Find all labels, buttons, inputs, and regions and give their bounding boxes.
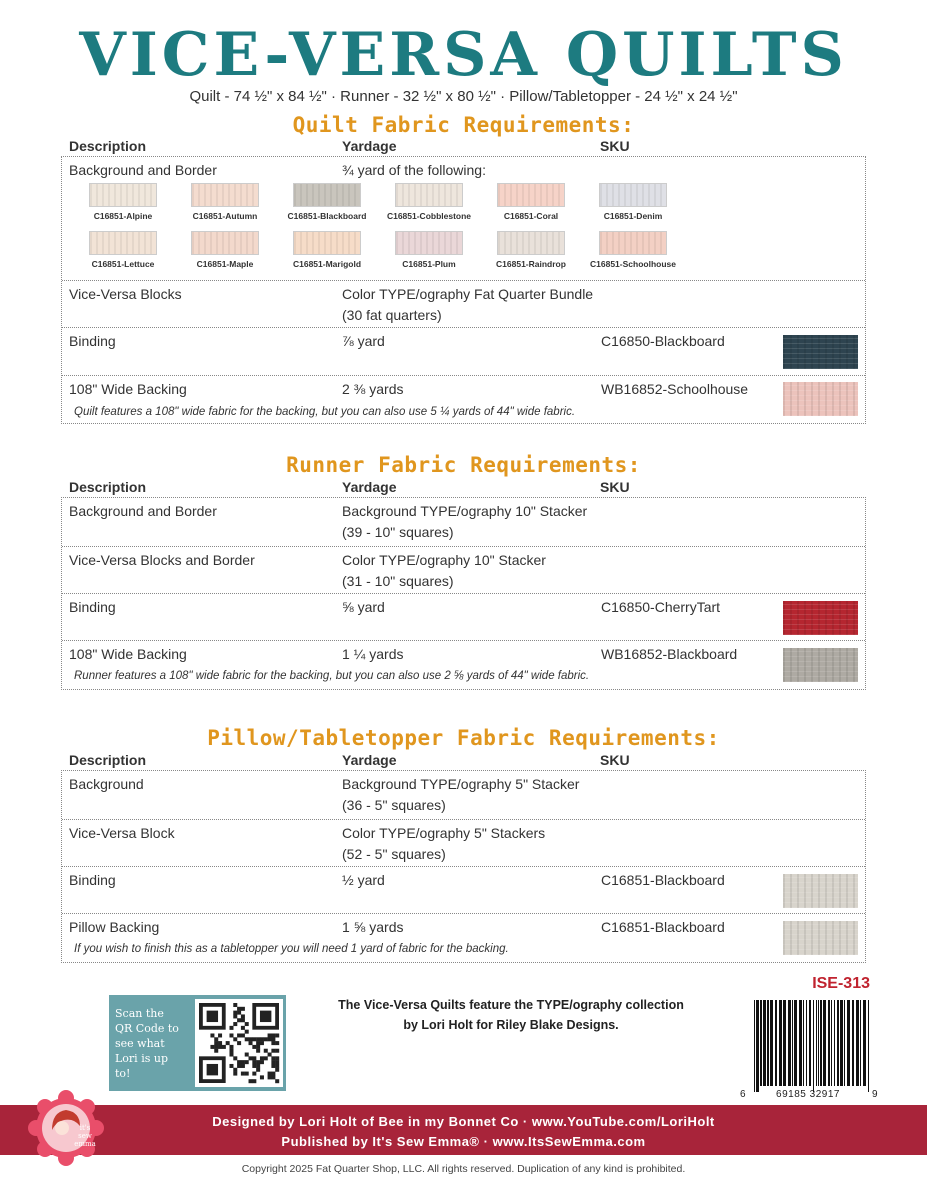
quilt-row-blocks bbox=[62, 280, 865, 327]
pillow-backing-sku: C16851-Blackboard bbox=[601, 919, 725, 935]
pillow-row-backing bbox=[62, 913, 865, 964]
runner-header-yardage: Yardage bbox=[342, 479, 397, 495]
pillow-bg-yardage-note: (36 - 5" squares) bbox=[342, 797, 446, 813]
page-title: VICE-VERSA QUILTS bbox=[79, 20, 848, 90]
fabric-chip bbox=[382, 231, 476, 269]
quilt-backing-sku: WB16852-Schoolhouse bbox=[601, 381, 749, 397]
runner-blocks-yardage-note: (31 - 10" squares) bbox=[342, 573, 454, 589]
fabric-chip bbox=[178, 231, 272, 269]
fabric-chip-label: C16851-Coral bbox=[503, 211, 559, 221]
fabric-chip-label: C16851-Lettuce bbox=[91, 259, 155, 269]
runner-requirements-table bbox=[61, 497, 866, 690]
runner-row-blocks bbox=[62, 546, 865, 593]
fabric-chip-label: C16851-Maple bbox=[196, 259, 254, 269]
quilt-backing-description: 108" Wide Backing bbox=[69, 381, 187, 397]
logo-text: it's sew emma bbox=[74, 1124, 96, 1148]
quilt-row-binding bbox=[62, 327, 865, 375]
pillow-header-sku: SKU bbox=[600, 752, 630, 768]
fabric-swatch-image bbox=[293, 183, 361, 207]
fabric-chip bbox=[178, 183, 272, 221]
quilt-backing-note: Quilt features a 108" wide fabric for the backing, but you can also use 5 ¼ yards of 44" wide fabric. bbox=[74, 406, 576, 418]
qr-code[interactable] bbox=[195, 999, 283, 1087]
quilt-section-title: Quilt Fabric Requirements: bbox=[292, 113, 635, 137]
runner-row-background bbox=[62, 498, 865, 546]
runner-binding-sku: C16850-CherryTart bbox=[601, 599, 721, 615]
runner-backing-description: 108" Wide Backing bbox=[69, 646, 187, 662]
pillow-requirements-table bbox=[61, 770, 866, 963]
fabric-chip bbox=[76, 231, 170, 269]
pillow-bg-yardage: Background TYPE/ography 5" Stacker bbox=[342, 776, 580, 792]
runner-row-backing bbox=[62, 640, 865, 691]
quilt-bg-yardage: ¾ yard of the following: bbox=[342, 162, 486, 178]
runner-bg-description: Background and Border bbox=[69, 503, 217, 519]
pillow-bg-description: Background bbox=[69, 776, 144, 792]
pattern-number: ISE-313 bbox=[812, 975, 870, 992]
quilt-binding-yardage: ⅞ yard bbox=[342, 333, 385, 349]
fabric-chip bbox=[484, 231, 578, 269]
fabric-swatch-image bbox=[89, 231, 157, 255]
quilt-bg-description: Background and Border bbox=[69, 162, 217, 178]
runner-backing-note: Runner features a 108" wide fabric for the backing, but you can also use 2 ⅝ yards of 44" wide fabric. bbox=[74, 670, 590, 682]
quilt-blocks-yardage-note: (30 fat quarters) bbox=[342, 307, 442, 323]
quilt-row-backing bbox=[62, 375, 865, 425]
fabric-swatch-image bbox=[293, 231, 361, 255]
qr-code-icon bbox=[195, 999, 283, 1087]
fabric-chip bbox=[280, 231, 374, 269]
pillow-binding-sku: C16851-Blackboard bbox=[601, 872, 725, 888]
fabric-chip-label: C16851-Schoolhouse bbox=[590, 259, 676, 269]
pillow-blocks-yardage-note: (52 - 5" squares) bbox=[342, 846, 446, 862]
barcode-icon bbox=[750, 1000, 875, 1092]
fabric-chip-label: C16851-Denim bbox=[603, 211, 663, 221]
runner-blocks-description: Vice-Versa Blocks and Border bbox=[69, 552, 255, 568]
pillow-header-description: Description bbox=[69, 752, 147, 768]
fabric-chip-label: C16851-Marigold bbox=[292, 259, 362, 269]
runner-section-title: Runner Fabric Requirements: bbox=[286, 453, 641, 477]
qr-code-panel[interactable] bbox=[109, 995, 286, 1091]
footer-designer-line[interactable]: Designed by Lori Holt of Bee in my Bonnet Co · www.YouTube.com/LoriHolt bbox=[212, 1114, 715, 1129]
fabric-swatch-image bbox=[395, 183, 463, 207]
pillow-row-binding bbox=[62, 866, 865, 913]
pillow-blocks-yardage: Color TYPE/ography 5" Stackers bbox=[342, 825, 546, 841]
quilt-backing-swatch bbox=[783, 382, 858, 416]
fabric-chip bbox=[280, 183, 374, 221]
pillow-backing-yardage: 1 ⅝ yards bbox=[342, 919, 404, 935]
runner-blocks-yardage: Color TYPE/ography 10" Stacker bbox=[342, 552, 546, 568]
fabric-swatch-image bbox=[89, 183, 157, 207]
fabric-chip bbox=[382, 183, 476, 221]
pillow-header-yardage: Yardage bbox=[342, 752, 397, 768]
its-sew-emma-logo[interactable] bbox=[28, 1090, 104, 1166]
pillow-backing-note: If you wish to finish this as a tabletopper you will need 1 yard of fabric for the backing. bbox=[74, 943, 509, 955]
runner-header-sku: SKU bbox=[600, 479, 630, 495]
pillow-binding-description: Binding bbox=[69, 872, 116, 888]
quilt-requirements-table bbox=[61, 156, 866, 424]
runner-backing-swatch bbox=[783, 648, 858, 682]
quilt-blocks-description: Vice-Versa Blocks bbox=[69, 286, 182, 302]
runner-bg-yardage: Background TYPE/ography 10" Stacker bbox=[342, 503, 588, 519]
quilt-header-description: Description bbox=[69, 138, 147, 154]
pillow-backing-description: Pillow Backing bbox=[69, 919, 160, 935]
quilt-blocks-yardage: Color TYPE/ography Fat Quarter Bundle bbox=[342, 286, 594, 302]
quilt-binding-sku: C16850-Blackboard bbox=[601, 333, 725, 349]
fabric-swatch-image bbox=[599, 231, 667, 255]
pillow-backing-swatch bbox=[783, 921, 858, 955]
runner-backing-yardage: 1 ¼ yards bbox=[342, 646, 404, 662]
fabric-chip-label: C16851-Alpine bbox=[93, 211, 153, 221]
feature-line-2: by Lori Holt for Riley Blake Designs. bbox=[403, 1018, 619, 1032]
fabric-chip-label: C16851-Autumn bbox=[192, 211, 258, 221]
pillow-binding-swatch bbox=[783, 874, 858, 908]
runner-row-binding bbox=[62, 593, 865, 640]
fabric-chip-label: C16851-Plum bbox=[402, 259, 456, 269]
runner-binding-swatch bbox=[783, 601, 858, 635]
footer-publisher-line[interactable]: Published by It's Sew Emma® · www.ItsSewEmma.com bbox=[281, 1134, 646, 1149]
runner-binding-description: Binding bbox=[69, 599, 116, 615]
fabric-swatch-image bbox=[191, 183, 259, 207]
fabric-chip bbox=[484, 183, 578, 221]
quilt-binding-description: Binding bbox=[69, 333, 116, 349]
pillow-blocks-description: Vice-Versa Block bbox=[69, 825, 175, 841]
fabric-chip-label: C16851-Raindrop bbox=[496, 259, 566, 269]
fabric-chip bbox=[76, 183, 170, 221]
fabric-swatch-image bbox=[395, 231, 463, 255]
barcode-digits-middle: 69185 32917 bbox=[776, 1089, 840, 1100]
size-subtitle: Quilt - 74 ½" x 84 ½" · Runner - 32 ½" x 80 ½" · Pillow/Tabletopper - 24 ½" x 24 ½" bbox=[189, 88, 738, 105]
quilt-binding-swatch bbox=[783, 335, 858, 369]
copyright-text: Copyright 2025 Fat Quarter Shop, LLC. All rights reserved. Duplication of any kind is prohibited. bbox=[241, 1163, 686, 1175]
fabric-swatch-image bbox=[497, 183, 565, 207]
barcode-digit-last: 9 bbox=[872, 1089, 878, 1100]
runner-bg-yardage-note: (39 - 10" squares) bbox=[342, 524, 454, 540]
fabric-swatch-image bbox=[599, 183, 667, 207]
pillow-binding-yardage: ½ yard bbox=[342, 872, 385, 888]
barcode-digit-first: 6 bbox=[740, 1089, 746, 1100]
fabric-chip-label: C16851-Blackboard bbox=[287, 211, 367, 221]
runner-binding-yardage: ⅝ yard bbox=[342, 599, 385, 615]
quilt-header-yardage: Yardage bbox=[342, 138, 397, 154]
pillow-section-title: Pillow/Tabletopper Fabric Requirements: bbox=[207, 726, 720, 750]
fabric-chip bbox=[586, 183, 680, 221]
fabric-chip bbox=[586, 231, 680, 269]
pillow-row-blocks bbox=[62, 819, 865, 866]
quilt-row-background bbox=[62, 157, 865, 280]
runner-header-description: Description bbox=[69, 479, 147, 495]
quilt-backing-yardage: 2 ⅜ yards bbox=[342, 381, 404, 397]
pillow-row-background bbox=[62, 771, 865, 819]
runner-backing-sku: WB16852-Blackboard bbox=[601, 646, 738, 662]
footer-band bbox=[0, 1105, 927, 1155]
qr-caption: Scan the QR Code to see what Lori is up to! bbox=[115, 1007, 179, 1080]
quilt-header-sku: SKU bbox=[600, 138, 630, 154]
fabric-swatch-image bbox=[191, 231, 259, 255]
feature-line-1: The Vice-Versa Quilts feature the TYPE/ography collection bbox=[338, 998, 684, 1012]
fabric-chip-label: C16851-Cobblestone bbox=[386, 211, 472, 221]
fabric-swatch-image bbox=[497, 231, 565, 255]
